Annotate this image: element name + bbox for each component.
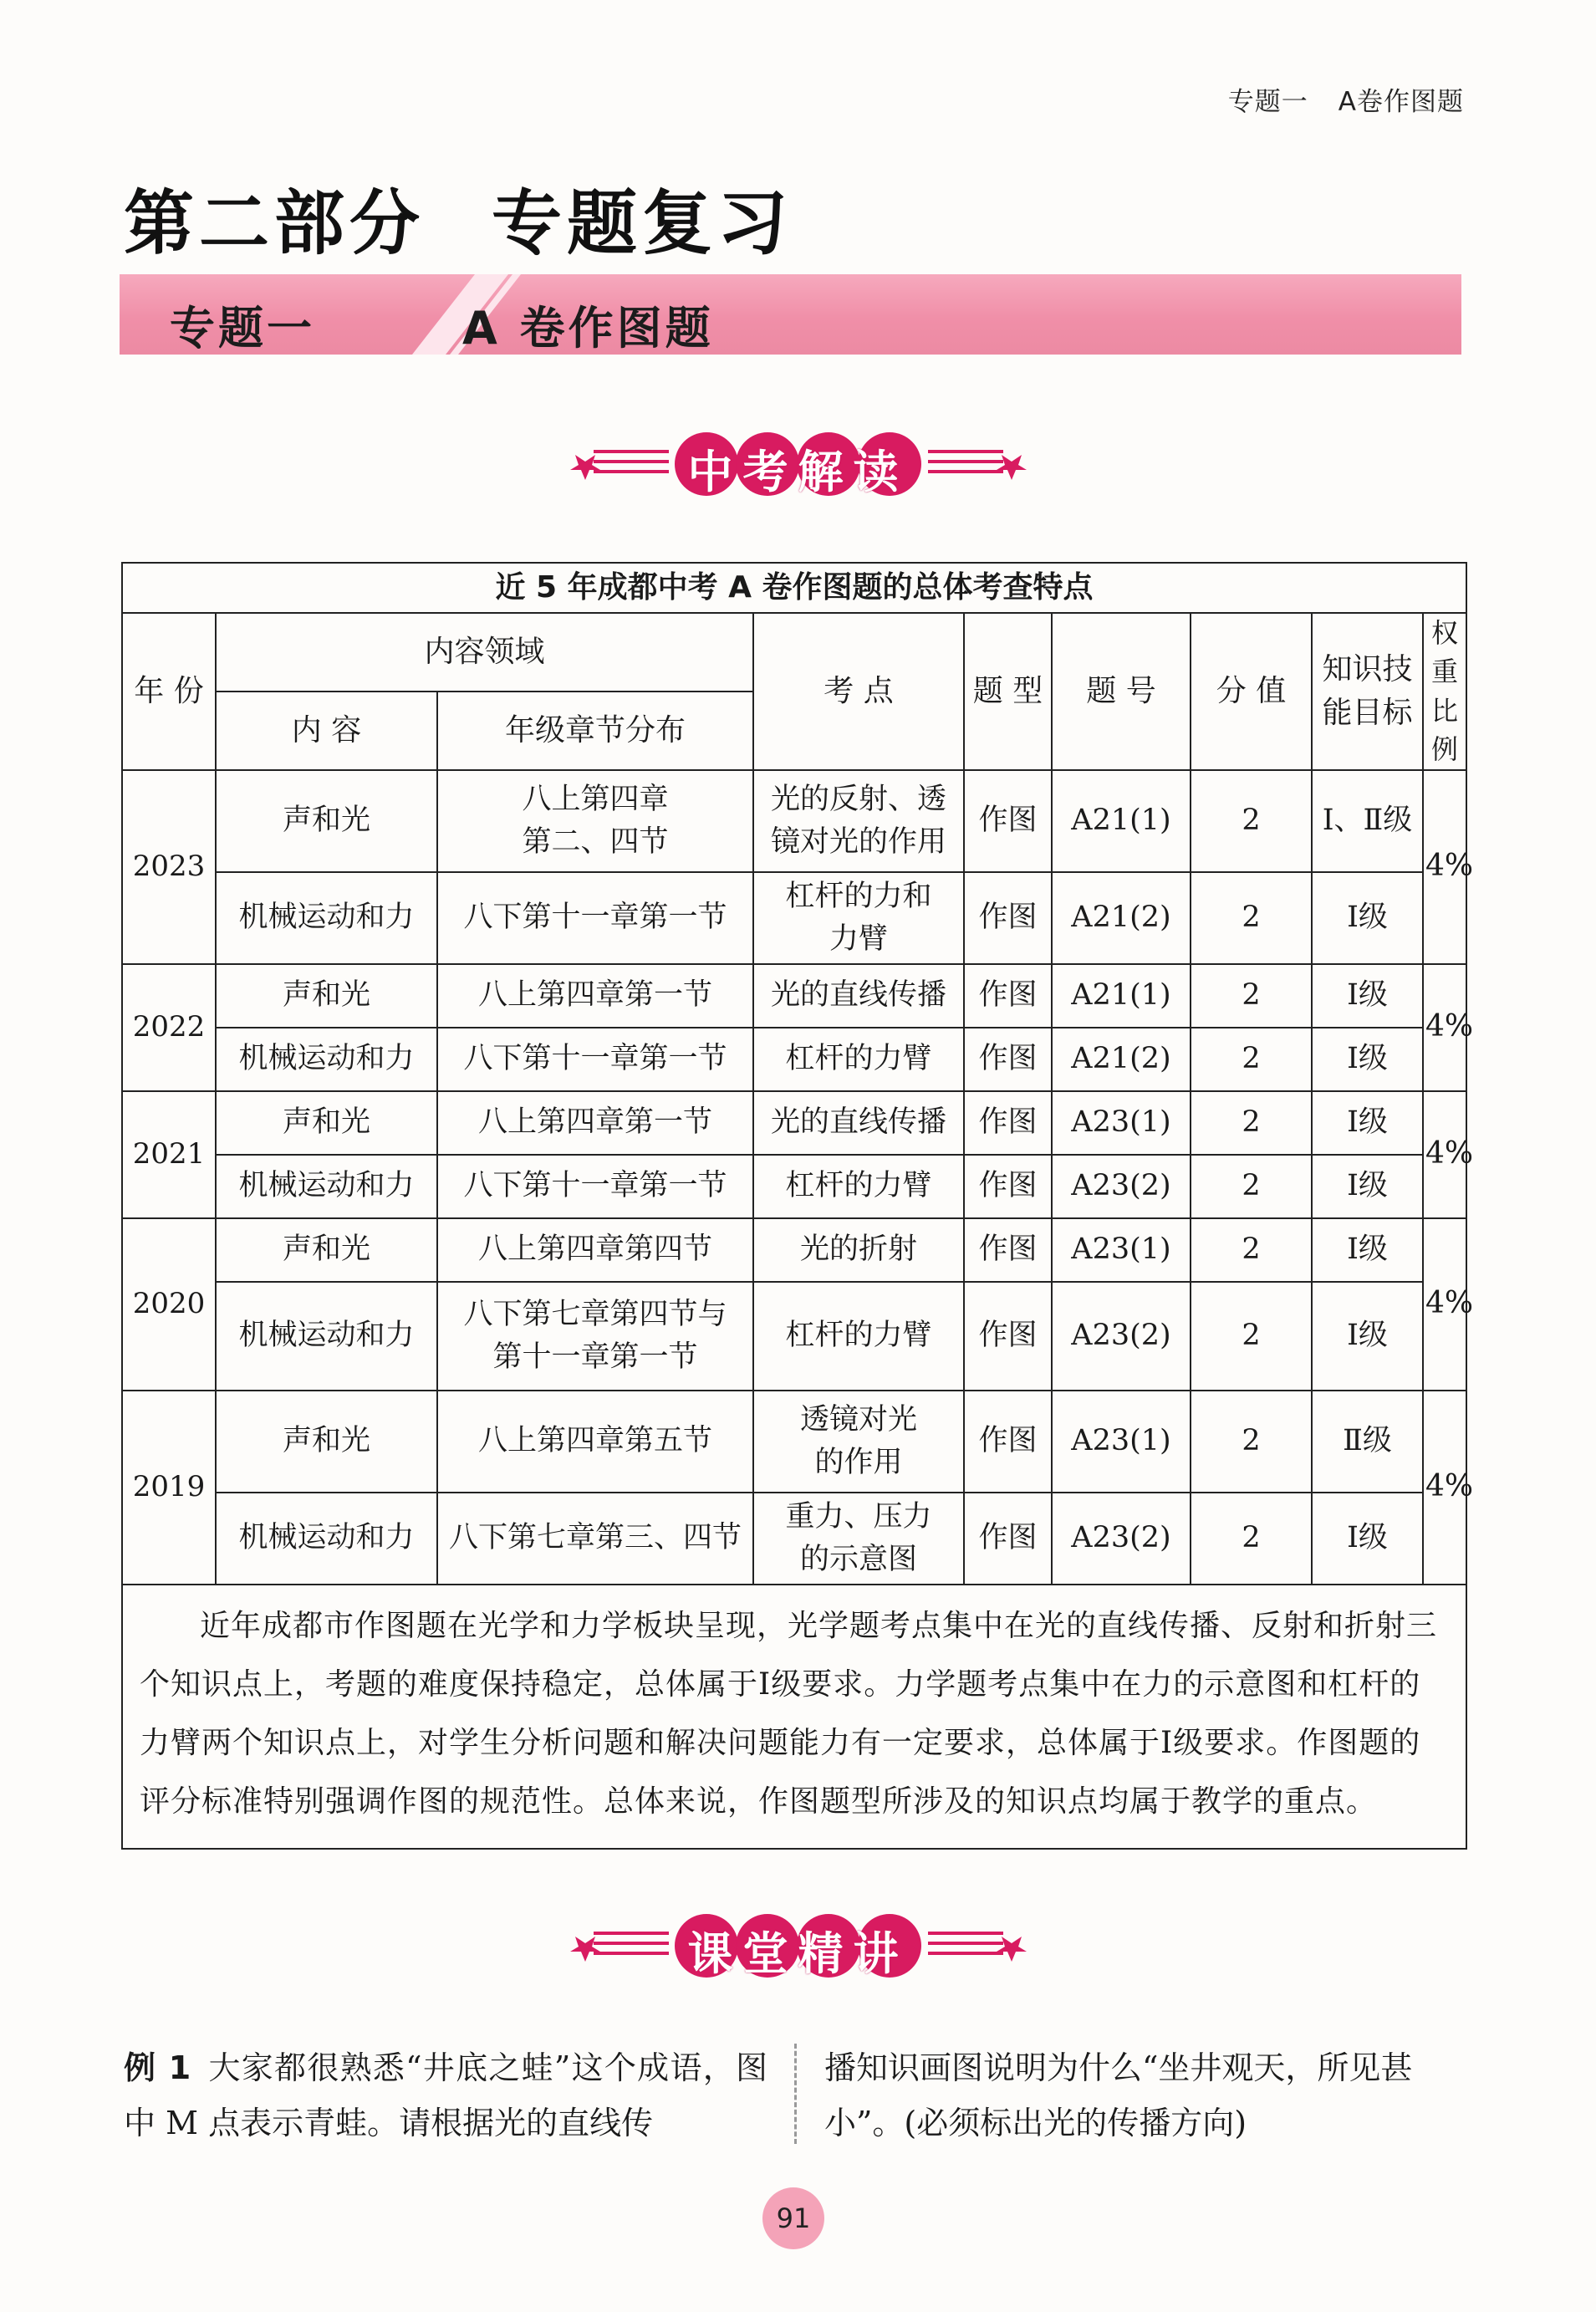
header-point: 考 点 — [753, 613, 964, 770]
content-cell: 声和光 — [216, 1391, 437, 1493]
type-cell: 作图 — [964, 964, 1052, 1028]
type-cell: 作图 — [964, 1493, 1052, 1585]
chapter-cell: 八上第四章第四节 — [437, 1218, 753, 1282]
content-cell: 机械运动和力 — [216, 1028, 437, 1091]
point-cell: 光的直线传播 — [753, 964, 964, 1028]
level-cell: Ⅰ级 — [1312, 1218, 1423, 1282]
content-cell: 机械运动和力 — [216, 1155, 437, 1218]
chapter-line2: 第二、四节 — [522, 824, 669, 859]
running-head-topic: 专题一 — [1227, 87, 1308, 117]
point-cell: 杠杆的力臂 — [753, 1282, 964, 1391]
type-cell: 作图 — [964, 872, 1052, 964]
header-type: 题 型 — [964, 613, 1052, 770]
header-weight-line1: 权重 — [1431, 617, 1459, 688]
type-cell: 作图 — [964, 1091, 1052, 1155]
chapter-line2: 第十一章第一节 — [492, 1340, 698, 1374]
level-cell: Ⅱ级 — [1312, 1391, 1423, 1493]
chapter-cell: 八下第十一章第一节 — [437, 1155, 753, 1218]
table-caption: 近 5 年成都中考 A 卷作图题的总体考查特点 — [122, 563, 1466, 613]
header-score: 分 值 — [1191, 613, 1312, 770]
chapter-cell: 八下第十一章第一节 — [437, 872, 753, 964]
table-row — [122, 1282, 1466, 1391]
level-cell: Ⅰ级 — [1312, 872, 1423, 964]
table-row — [122, 1218, 1466, 1282]
topic-name: A 卷作图题 — [462, 302, 714, 355]
point-cell: 光的直线传播 — [753, 1091, 964, 1155]
level-cell: Ⅰ级 — [1312, 1091, 1423, 1155]
section-title: 课堂精讲 — [687, 1927, 909, 1980]
number-cell: A21(1) — [1052, 964, 1191, 1028]
table-row — [122, 1391, 1466, 1493]
point-line1: 透镜对光 — [799, 1402, 917, 1437]
number-cell: A21(2) — [1052, 872, 1191, 964]
point-cell — [753, 1391, 964, 1493]
example-left-column — [124, 2040, 767, 2151]
running-head — [1228, 80, 1464, 118]
type-cell: 作图 — [964, 1218, 1052, 1282]
content-cell: 声和光 — [216, 1218, 437, 1282]
weight-cell: 4% — [1423, 964, 1466, 1091]
header-weight — [1423, 613, 1466, 770]
header-domain: 内容领域 — [216, 613, 753, 692]
number-cell: A23(2) — [1052, 1493, 1191, 1585]
point-line1: 光的反射、透 — [770, 782, 946, 816]
content-cell: 声和光 — [216, 964, 437, 1028]
content-cell: 声和光 — [216, 1091, 437, 1155]
summary-cell — [122, 1585, 1466, 1849]
chapter-cell: 八上第四章第一节 — [437, 1091, 753, 1155]
level-cell: Ⅰ级 — [1312, 1282, 1423, 1391]
point-line2: 的示意图 — [799, 1542, 917, 1576]
header-chapter: 年级章节分布 — [437, 692, 753, 770]
content-cell: 机械运动和力 — [216, 1493, 437, 1585]
chapter-cell: 八上第四章第五节 — [437, 1391, 753, 1493]
score-cell: 2 — [1191, 964, 1312, 1028]
chapter-cell: 八上第四章第一节 — [437, 964, 753, 1028]
topic-number: 专题一 — [170, 302, 315, 355]
weight-cell: 4% — [1423, 1218, 1466, 1391]
weight-cell: 4% — [1423, 1391, 1466, 1585]
header-number: 题 号 — [1052, 613, 1191, 770]
page-number: 91 — [762, 2187, 824, 2249]
point-line1: 重力、压力 — [785, 1499, 932, 1534]
weight-cell: 4% — [1423, 770, 1466, 964]
number-cell: A23(2) — [1052, 1155, 1191, 1218]
table-row — [122, 872, 1466, 964]
header-skill — [1312, 613, 1423, 770]
chapter-cell — [437, 1282, 753, 1391]
score-cell: 2 — [1191, 1155, 1312, 1218]
running-head-title: A卷作图题 — [1338, 87, 1464, 117]
weight-cell: 4% — [1423, 1091, 1466, 1218]
score-cell: 2 — [1191, 1091, 1312, 1155]
header-skill-line2: 能目标 — [1322, 695, 1413, 730]
content-cell: 声和光 — [216, 770, 437, 872]
chapter-cell: 八下第十一章第一节 — [437, 1028, 753, 1091]
part-name: 专题复习 — [492, 182, 793, 264]
score-cell: 2 — [1191, 1493, 1312, 1585]
number-cell: A23(2) — [1052, 1282, 1191, 1391]
score-cell: 2 — [1191, 1028, 1312, 1091]
table-row — [122, 770, 1466, 872]
number-cell: A23(1) — [1052, 1391, 1191, 1493]
header-content: 内 容 — [216, 692, 437, 770]
score-cell: 2 — [1191, 770, 1312, 872]
section-banner-exam-reading — [0, 426, 1596, 502]
level-cell: Ⅰ、Ⅱ级 — [1312, 770, 1423, 872]
section-banner-classroom — [0, 1908, 1596, 1983]
year-cell: 2021 — [122, 1091, 216, 1218]
year-cell: 2019 — [122, 1391, 216, 1585]
example-text-left: 大家都很熟悉“井底之蛙”这个成语，图中 M 点表示青蛙。请根据光的直线传 — [124, 2049, 767, 2141]
level-cell: Ⅰ级 — [1312, 964, 1423, 1028]
score-cell: 2 — [1191, 1391, 1312, 1493]
type-cell: 作图 — [964, 1391, 1052, 1493]
point-line2: 的作用 — [814, 1445, 903, 1479]
number-cell: A21(2) — [1052, 1028, 1191, 1091]
header-weight-line2: 比例 — [1431, 694, 1459, 766]
point-cell: 杠杆的力臂 — [753, 1028, 964, 1091]
table-row — [122, 1091, 1466, 1155]
table-row — [122, 1493, 1466, 1585]
example-label: 例 1 — [124, 2049, 191, 2086]
point-line2: 力臂 — [829, 921, 888, 956]
type-cell: 作图 — [964, 1282, 1052, 1391]
type-cell: 作图 — [964, 1155, 1052, 1218]
content-cell: 机械运动和力 — [216, 872, 437, 964]
table-row — [122, 1585, 1466, 1849]
table-row — [122, 1155, 1466, 1218]
point-cell — [753, 770, 964, 872]
score-cell: 2 — [1191, 1282, 1312, 1391]
section-title: 中考解读 — [687, 446, 909, 498]
point-line1: 杠杆的力和 — [785, 879, 932, 913]
number-cell: A23(1) — [1052, 1091, 1191, 1155]
point-cell: 光的折射 — [753, 1218, 964, 1282]
chapter-line1: 八上第四章 — [522, 782, 669, 816]
type-cell: 作图 — [964, 770, 1052, 872]
topic-band — [120, 274, 1461, 355]
level-cell: Ⅰ级 — [1312, 1155, 1423, 1218]
table-row — [122, 1028, 1466, 1091]
year-cell: 2022 — [122, 964, 216, 1091]
header-year: 年 份 — [122, 613, 216, 770]
chapter-line1: 八下第七章第四节与 — [463, 1297, 727, 1331]
exam-features-table — [121, 562, 1474, 1850]
summary-text: 近年成都市作图题在光学和力学板块呈现，光学题考点集中在光的直线传播、反射和折射三个知识点上，考题的难度保持稳定，总体属于Ⅰ级要求。力学题考点集中在力的示意图和杠杆的力臂两个知识点上，对学生分析问题和解决问题能力有一定要求，总体属于Ⅰ级要求。作图题的评分标准特别强调作图的规范性。总体来说，作图题型所涉及的知识点均属于教学的重点。 — [140, 1608, 1438, 1819]
year-cell: 2020 — [122, 1218, 216, 1391]
content-cell: 机械运动和力 — [216, 1282, 437, 1391]
part-title — [124, 167, 793, 268]
type-cell: 作图 — [964, 1028, 1052, 1091]
part-label: 第二部分 — [124, 182, 426, 264]
chapter-cell — [437, 770, 753, 872]
number-cell: A23(1) — [1052, 1218, 1191, 1282]
example-right-column — [824, 2040, 1468, 2151]
point-cell: 杠杆的力臂 — [753, 1155, 964, 1218]
example-text-right: 播知识画图说明为什么“坐井观天，所见甚小”。(必须标出光的传播方向) — [824, 2049, 1413, 2141]
table-row — [122, 964, 1466, 1028]
score-cell: 2 — [1191, 872, 1312, 964]
point-line2: 镜对光的作用 — [770, 824, 946, 859]
column-divider — [794, 2044, 797, 2144]
year-cell: 2023 — [122, 770, 216, 964]
header-skill-line1: 知识技 — [1322, 651, 1413, 686]
level-cell: Ⅰ级 — [1312, 1493, 1423, 1585]
number-cell: A21(1) — [1052, 770, 1191, 872]
point-cell — [753, 872, 964, 964]
score-cell: 2 — [1191, 1218, 1312, 1282]
level-cell: Ⅰ级 — [1312, 1028, 1423, 1091]
point-cell — [753, 1493, 964, 1585]
chapter-cell: 八下第七章第三、四节 — [437, 1493, 753, 1585]
